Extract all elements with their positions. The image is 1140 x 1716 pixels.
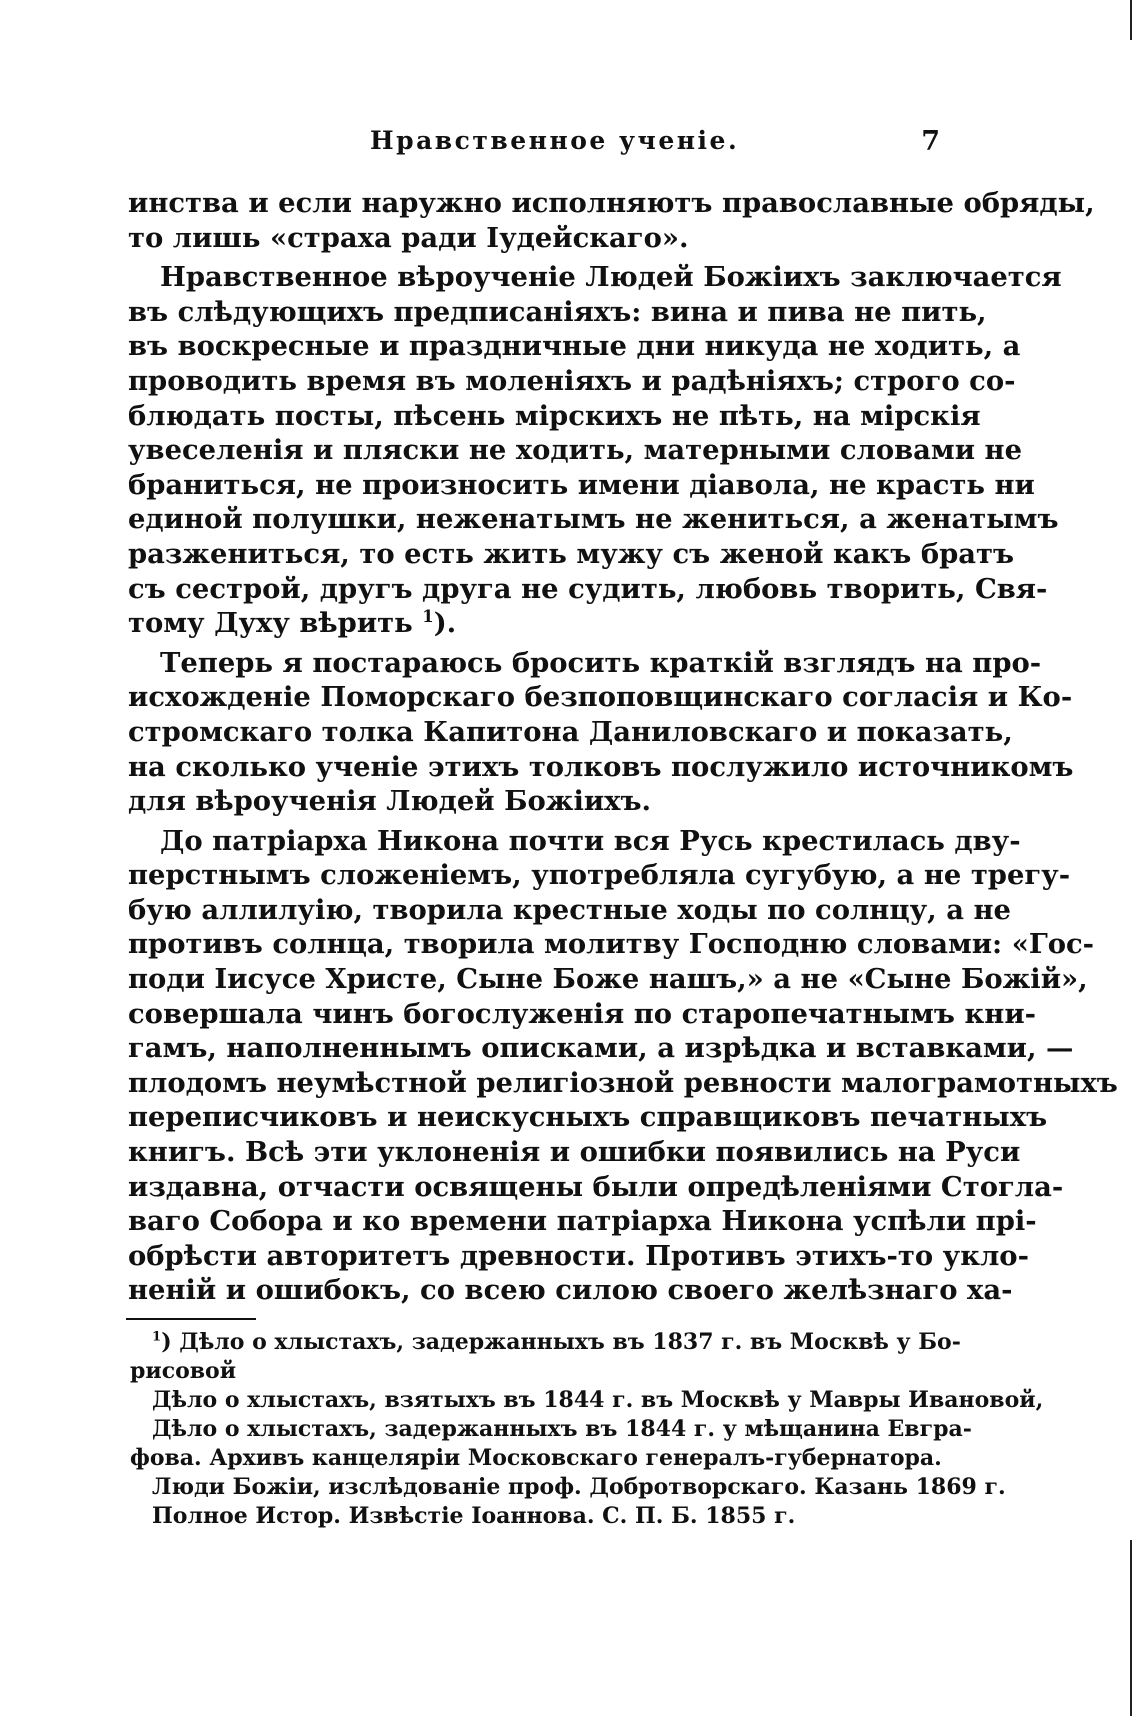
text-line: издавна, отчасти освящены были опредѣленіями Стогла-	[128, 1170, 1064, 1203]
text-line: то лишь «страха ради Іудейскаго».	[128, 221, 689, 254]
page-number: 7	[921, 126, 940, 157]
text-line: неній и ошибокъ, со всею силою своего желѣзнаго ха-	[128, 1274, 1013, 1307]
text-line: ваго Собора и ко времени патріарха Никона успѣли прі-	[128, 1205, 1037, 1238]
footnote-reference-close: ).	[433, 607, 457, 640]
footnote-line: Полное Истор. Извѣстіе Іоаннова. С. П. Б. 1855 г.	[152, 1503, 796, 1529]
text-line-content: тому Духу вѣрить	[128, 607, 413, 640]
body-text	[128, 186, 1118, 1308]
footnote-line: Дѣло о хлыстахъ, задержанныхъ въ 1844 г. у мѣщанина Евгра-	[152, 1416, 972, 1442]
text-line: проводить время въ моленіяхъ и радѣніяхъ; строго со-	[128, 364, 1016, 397]
footnotes	[130, 1328, 1044, 1531]
text-line: съ сестрой, другъ друга не судить, любовь творить, Свя-	[128, 572, 1048, 605]
text-line: обрѣсти авторитетъ древности. Противъ этихъ-то укло-	[128, 1239, 1029, 1272]
text-line: на сколько ученіе этихъ толковъ послужило источникомъ	[128, 750, 1074, 783]
text-line: стромскаго толка Капитона Даниловскаго и показать,	[128, 715, 1013, 748]
footnote-line: фова. Архивъ канцеляріи Московскаго генералъ-губернатора.	[130, 1445, 942, 1471]
text-line: блюдать посты, пѣсень мірскихъ не пѣть, на мірскія	[128, 399, 981, 432]
page-edge-mark	[1130, 1540, 1132, 1716]
text-line: противъ солнца, творила молитву Господню словами: «Гос-	[128, 928, 1095, 961]
text-line: перстнымъ сложеніемъ, употребляла сугубую, а не трегу-	[128, 859, 1071, 892]
text-line: Теперь я постараюсь бросить краткій взглядъ на про-	[160, 646, 1042, 679]
text-line: книгъ. Всѣ эти уклоненія и ошибки появились на Руси	[128, 1136, 1021, 1169]
footnote-line: рисовой	[130, 1358, 237, 1384]
footnote-line	[130, 1328, 961, 1357]
text-line: инства и если наружно исполняютъ православные обряды,	[128, 187, 1095, 219]
footnote-line: Дѣло о хлыстахъ, взятыхъ въ 1844 г. въ Москвѣ у Мавры Ивановой,	[152, 1387, 1044, 1413]
text-line: въ воскресные и праздничные дни никуда не ходить, а	[128, 330, 1021, 363]
page-edge-mark	[1130, 0, 1132, 40]
text-line: браниться, не произносить имени діавола, не красть ни	[128, 468, 1035, 501]
text-line: переписчиковъ и неискусныхъ справщиковъ печатныхъ	[128, 1101, 1048, 1134]
text-line: исхожденіе Поморскаго безпоповщинскаго согласія и Ко-	[128, 681, 1073, 714]
footnote-divider	[126, 1318, 256, 1320]
text-line: въ слѣдующихъ предписаніяхъ: вина и пива не пить,	[128, 295, 987, 328]
page-header	[130, 126, 940, 166]
text-line: бую аллилуію, творила крестные ходы по солнцу, а не	[128, 893, 1011, 926]
text-line: гамъ, наполненнымъ описками, а изрѣдка и вставками, —	[128, 1032, 1074, 1065]
text-line: увеселенія и пляски не ходить, матерными словами не	[128, 434, 1023, 467]
footnote-reference: 1	[422, 607, 434, 626]
text-line: для вѣроученія Людей Божіихъ.	[128, 785, 652, 818]
footnote-marker: 1	[152, 1329, 162, 1345]
text-line: До патріарха Никона почти вся Русь крестилась дву-	[160, 824, 1021, 857]
text-line: плодомъ неумѣстной религіозной ревности малограмотныхъ	[128, 1066, 1118, 1099]
text-line: Нравственное вѣроученіе Людей Божіихъ заключается	[160, 261, 1062, 294]
text-line: разжениться, то есть жить мужу съ женой какъ братъ	[128, 537, 1014, 570]
footnote-line-content: ) Дѣло о хлыстахъ, задержанныхъ въ 1837 г. въ Москвѣ у Бо-	[161, 1329, 961, 1355]
footnote-line: Люди Божіи, изслѣдованіе проф. Добротворскаго. Казань 1869 г.	[152, 1474, 1006, 1500]
running-title: Нравственное ученіе.	[370, 126, 740, 155]
text-line: единой полушки, неженатымъ не жениться, а женатымъ	[128, 503, 1059, 536]
text-line: совершала чинъ богослуженія по старопечатнымъ кни-	[128, 997, 1036, 1030]
text-line: поди Іисусе Христе, Сыне Боже нашъ,» а не «Сыне Божій»,	[128, 963, 1088, 996]
text-line	[128, 606, 940, 641]
